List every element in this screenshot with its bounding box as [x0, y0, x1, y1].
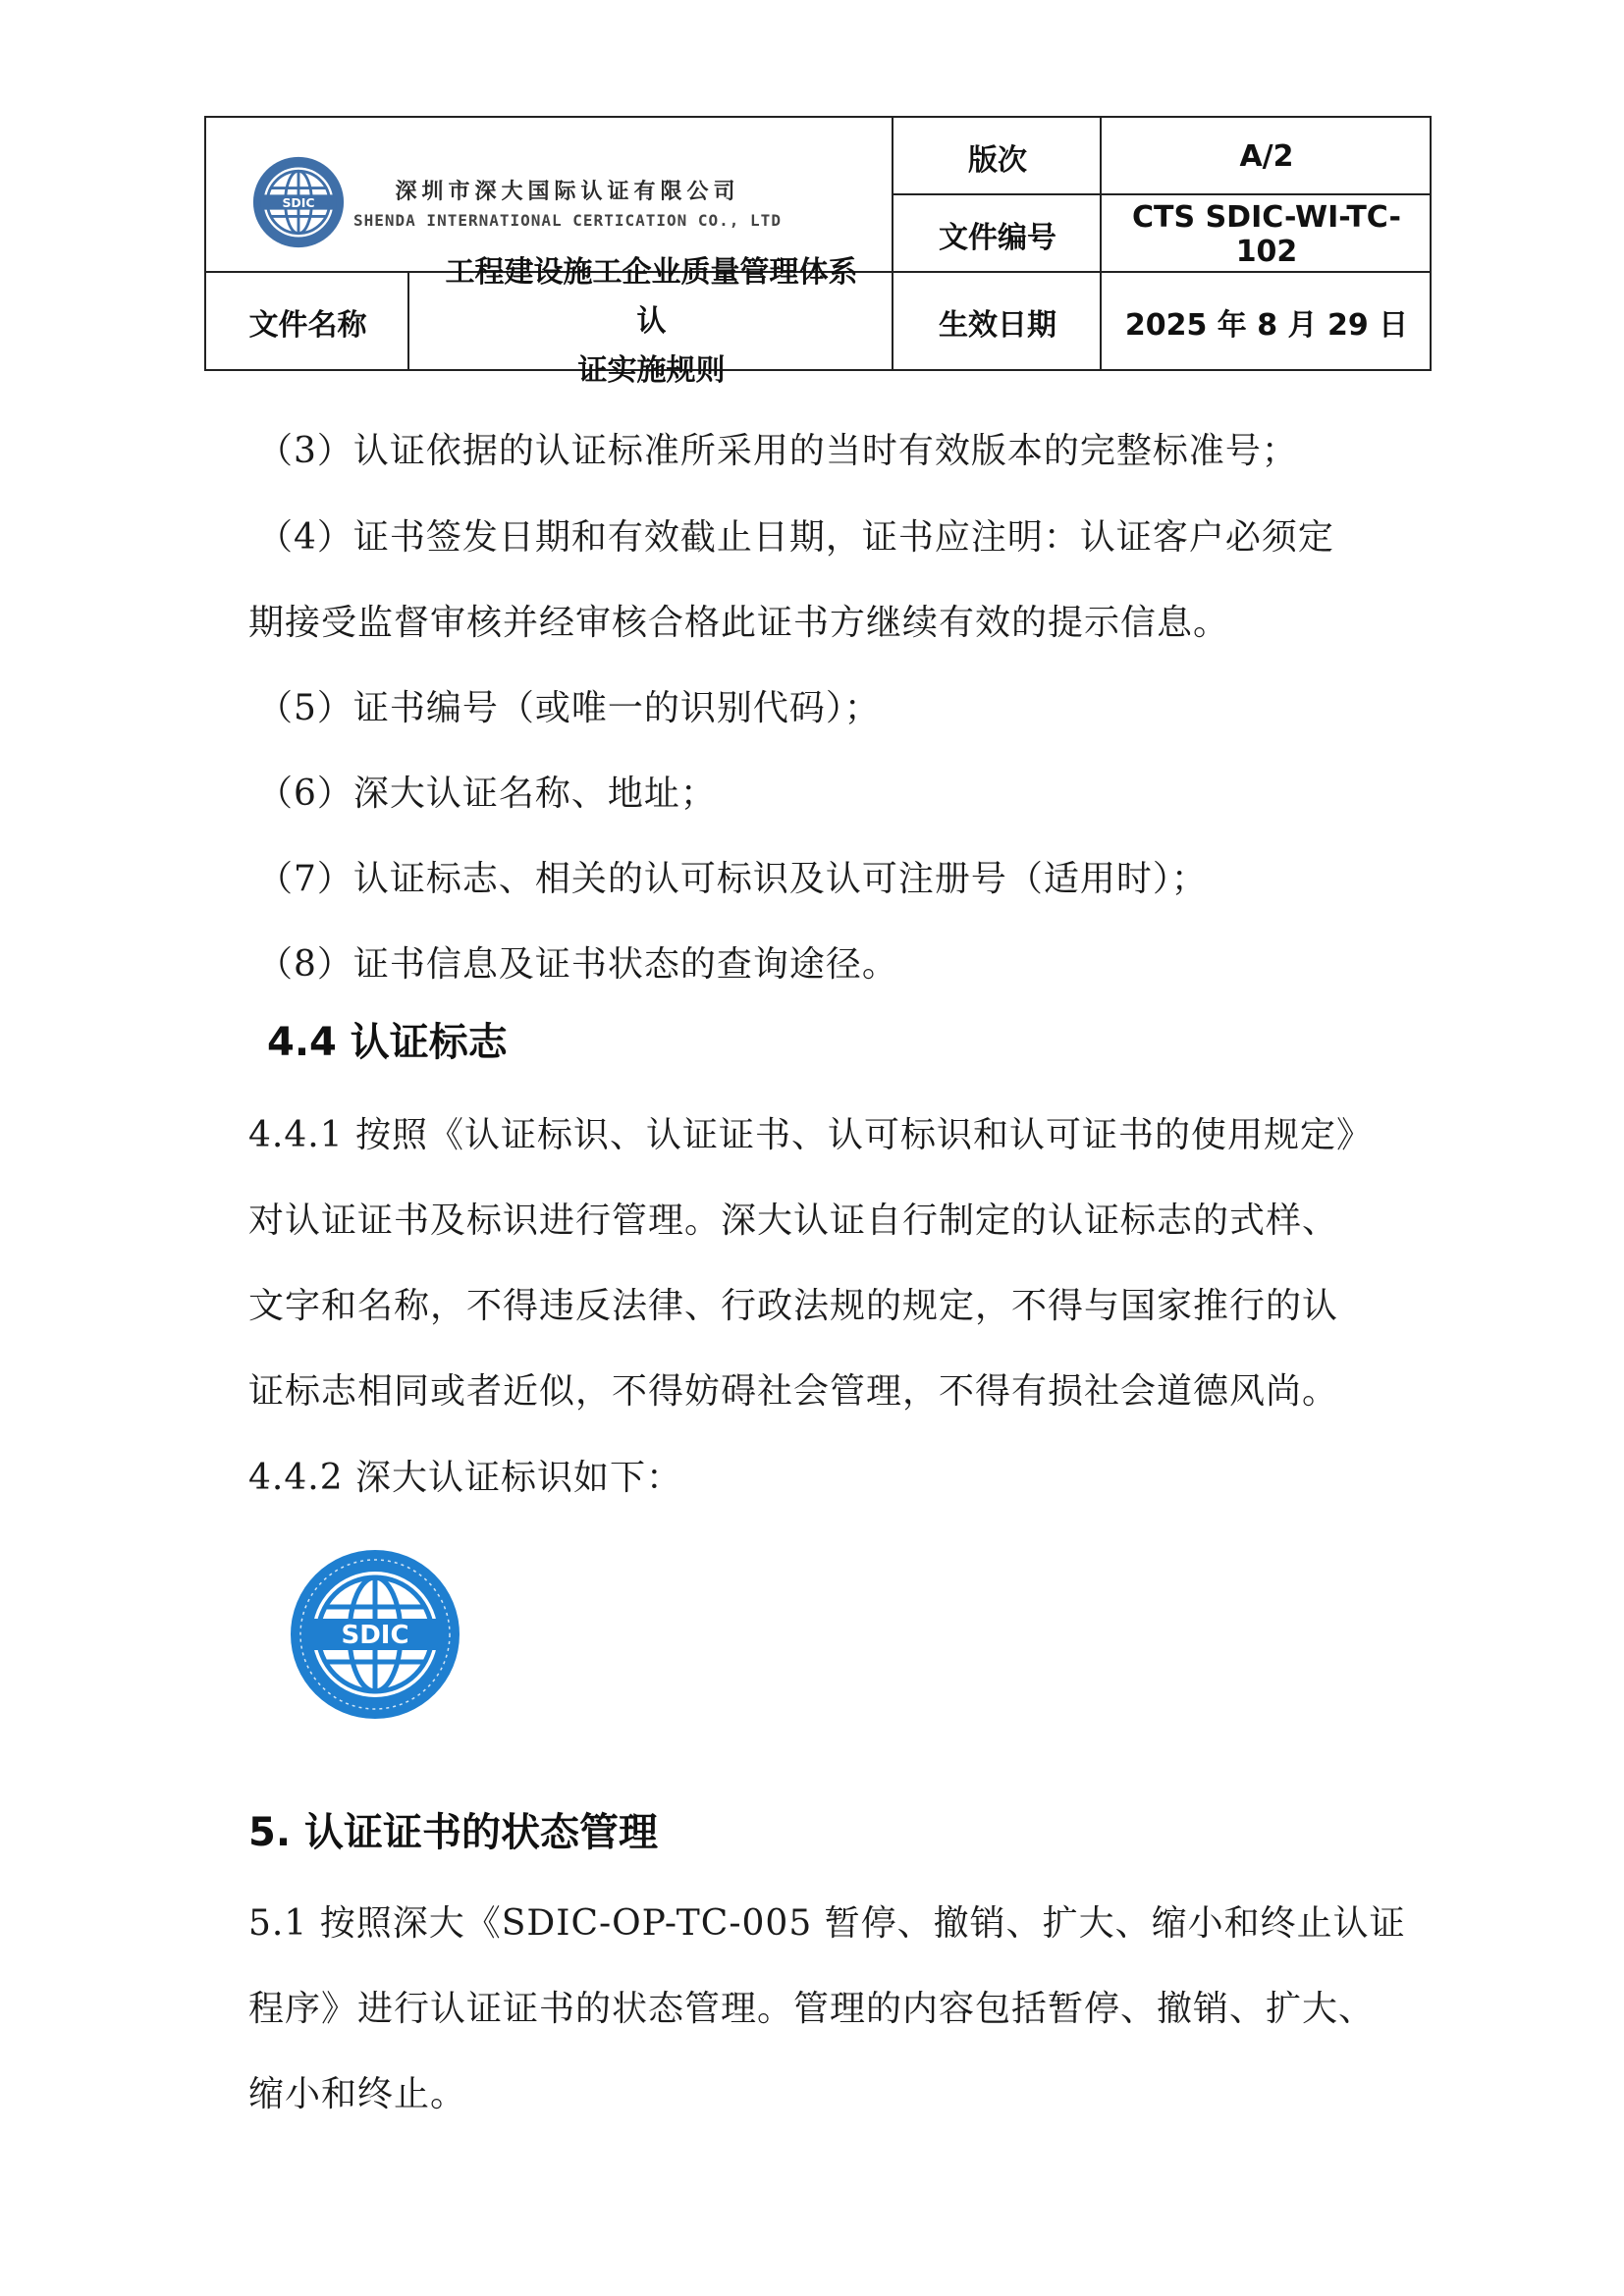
list-item: （5）证书编号（或唯一的识别代码）； [257, 688, 881, 728]
effective-date-value: 2025 年 8 月 29 日 [1124, 308, 1409, 343]
doc-name-line: 工程建设施工企业质量管理体系认 [445, 255, 858, 339]
version-label: 版次 [968, 142, 1027, 178]
section-heading-5: 5. 认证证书的状态管理 [248, 1810, 658, 1855]
svg-text:SDIC: SDIC [341, 1621, 409, 1650]
paragraph-line: 4.4.2 深大认证标识如下： [248, 1458, 683, 1498]
doc-number-label: 文件编号 [939, 220, 1056, 255]
list-item-continuation: 期接受监督审核并经审核合格此证书方继续有效的提示信息。 [248, 603, 1230, 643]
list-item: （7）认证标志、相关的认可标识及认可注册号（适用时）； [257, 859, 1208, 899]
paragraph-line: 缩小和终止。 [248, 2074, 467, 2114]
list-item: （8）证书信息及证书状态的查询途径。 [257, 944, 898, 985]
paragraph-line: 证标志相同或者近似，不得妨碍社会管理，不得有损社会道德风尚。 [248, 1371, 1339, 1412]
document-header-table [204, 116, 1432, 388]
doc-name-line: 证实施规则 [577, 353, 726, 388]
svg-text:SDIC: SDIC [282, 194, 315, 210]
paragraph-line: 5.1 按照深大《SDIC-OP-TC-005 暂停、撤销、扩大、缩小和终止认证 [248, 1903, 1406, 1944]
list-item: （4）证书签发日期和有效截止日期，证书应注明：认证客户必须定 [257, 517, 1334, 558]
company-name-cn: 深圳市深大国际认证有限公司 [395, 179, 740, 204]
list-item: （6）深大认证名称、地址； [257, 774, 717, 814]
company-name-en: SHENDA INTERNATIONAL CERTICATION CO., LTD [353, 211, 782, 230]
company-logo [251, 155, 782, 249]
paragraph-line: 4.4.1 按照《认证标识、认证证书、认可标识和认可证书的使用规定》 [248, 1115, 1374, 1155]
section-heading-4-4: 4.4 认证标志 [267, 1020, 508, 1065]
doc-name-value [409, 255, 893, 388]
version-value: A/2 [1239, 139, 1294, 174]
paragraph-line: 程序》进行认证证书的状态管理。管理的内容包括暂停、撤销、扩大、 [248, 1989, 1376, 2029]
doc-name-label: 文件名称 [248, 308, 367, 343]
list-item: （3）认证依据的认证标准所采用的当时有效版本的完整标准号； [257, 431, 1298, 471]
paragraph-line: 文字和名称，不得违反法律、行政法规的规定，不得与国家推行的认 [248, 1286, 1339, 1326]
certification-seal-icon [287, 1546, 463, 1723]
doc-number-value: CTS SDIC-WI-TC-102 [1132, 199, 1401, 269]
paragraph-line: 对认证证书及标识进行管理。深大认证自行制定的认证标志的式样、 [248, 1201, 1339, 1241]
effective-date-label: 生效日期 [939, 308, 1056, 343]
company-logo-icon [251, 155, 346, 249]
